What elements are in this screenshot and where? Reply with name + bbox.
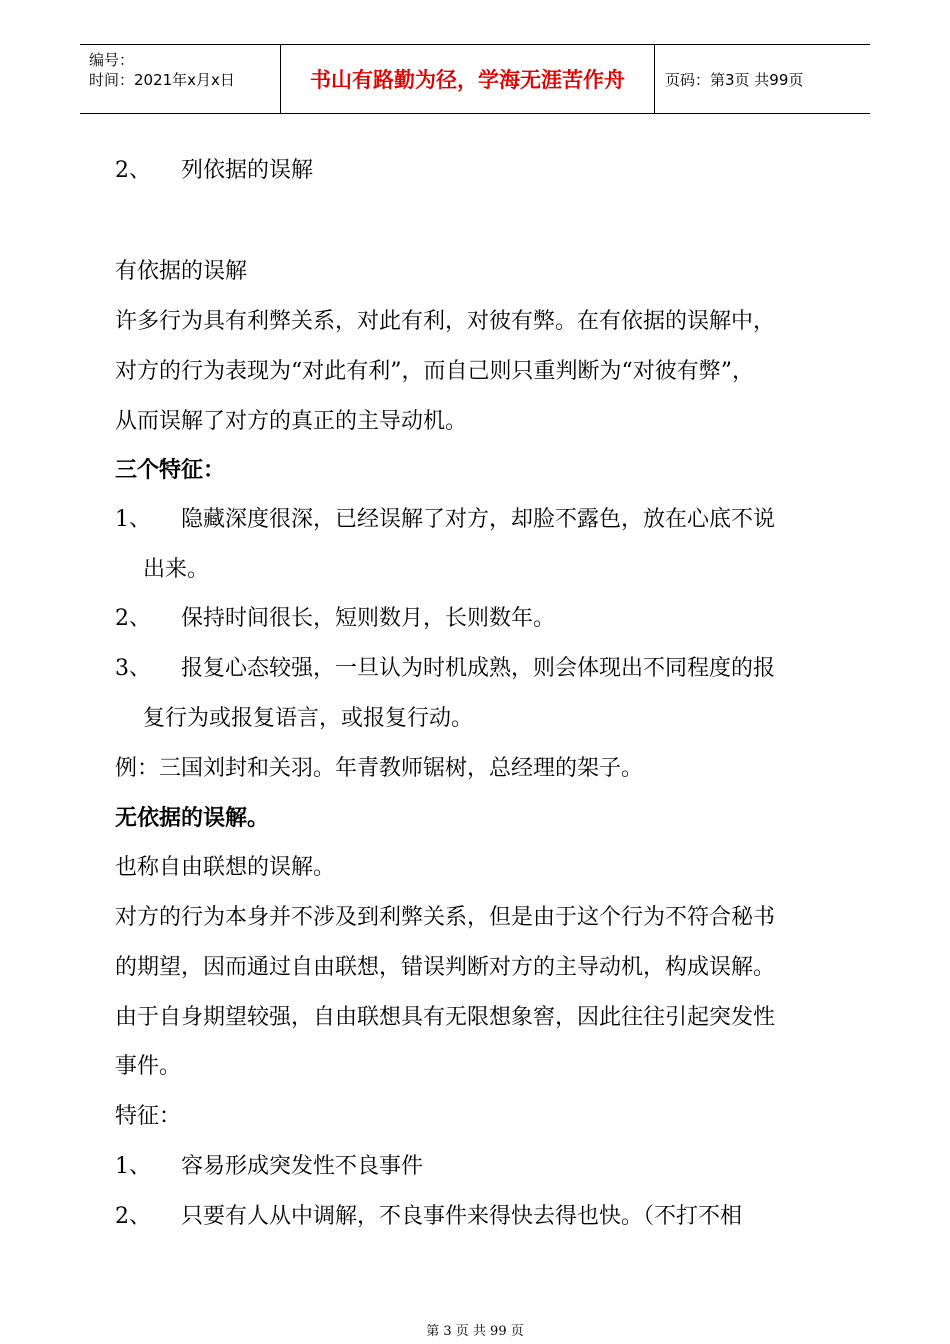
section-heading: 特征： bbox=[115, 1104, 182, 1129]
bold-heading: 三个特征： bbox=[115, 458, 226, 483]
list-item-text: 只要有人从中调解，不良事件来得快去得也快。（不打不相 bbox=[181, 1204, 743, 1229]
list-number: 3、 bbox=[115, 656, 151, 681]
list-number: 2、 bbox=[115, 1204, 151, 1229]
list-item-text: 容易形成突发性不良事件 bbox=[181, 1154, 424, 1179]
header-page-label: 页码：第3页 共99页 bbox=[665, 70, 804, 89]
example-line: 例：三国刘封和关羽。年青教师锯树，总经理的架子。 bbox=[115, 756, 644, 781]
list-number: 2、 bbox=[115, 606, 151, 631]
section-heading: 有依据的误解 bbox=[115, 259, 248, 284]
paragraph-line: 事件。 bbox=[115, 1054, 182, 1079]
list-number: 1、 bbox=[115, 1154, 151, 1179]
list-number: 1、 bbox=[115, 507, 151, 532]
page-header bbox=[80, 44, 870, 114]
header-motto: 书山有路勤为径，学海无涯苦作舟 bbox=[281, 45, 655, 113]
header-number-label: 编号： bbox=[89, 51, 135, 69]
header-time-label: 时间：2021年x月x日 bbox=[89, 71, 235, 89]
list-item-text: 隐藏深度很深，已经误解了对方，却脸不露色，放在心底不说 bbox=[181, 507, 776, 532]
paragraph-line: 对方的行为表现为“对此有利”，而自己则只重判断为“对彼有弊”， bbox=[115, 359, 754, 384]
list-item-text: 报复心态较强，一旦认为时机成熟，则会体现出不同程度的报 bbox=[181, 656, 776, 681]
paragraph-line: 的期望，因而通过自由联想，错误判断对方的主导动机，构成误解。 bbox=[115, 955, 776, 980]
list-number: 2、 bbox=[115, 158, 151, 183]
header-meta-cell bbox=[80, 45, 281, 113]
paragraph-line: 由于自身期望较强，自由联想具有无限想象窖，因此往往引起突发性 bbox=[115, 1005, 776, 1030]
paragraph-line: 也称自由联想的误解。 bbox=[115, 855, 336, 880]
paragraph-line: 许多行为具有利弊关系，对此有利，对彼有弊。在有依据的误解中， bbox=[115, 309, 776, 334]
list-item-text: 列依据的误解 bbox=[181, 158, 314, 183]
paragraph-line: 从而误解了对方的真正的主导动机。 bbox=[115, 409, 468, 434]
list-item-continuation: 出来。 bbox=[143, 557, 210, 582]
bold-heading: 无依据的误解。 bbox=[115, 806, 270, 831]
paragraph-line: 对方的行为本身并不涉及到利弊关系，但是由于这个行为不符合秘书 bbox=[115, 905, 776, 930]
list-item-text: 保持时间很长，短则数月，长则数年。 bbox=[181, 606, 556, 631]
page-footer: 第 3 页 共 99 页 bbox=[426, 1324, 524, 1339]
list-item-continuation: 复行为或报复语言，或报复行动。 bbox=[143, 706, 474, 731]
